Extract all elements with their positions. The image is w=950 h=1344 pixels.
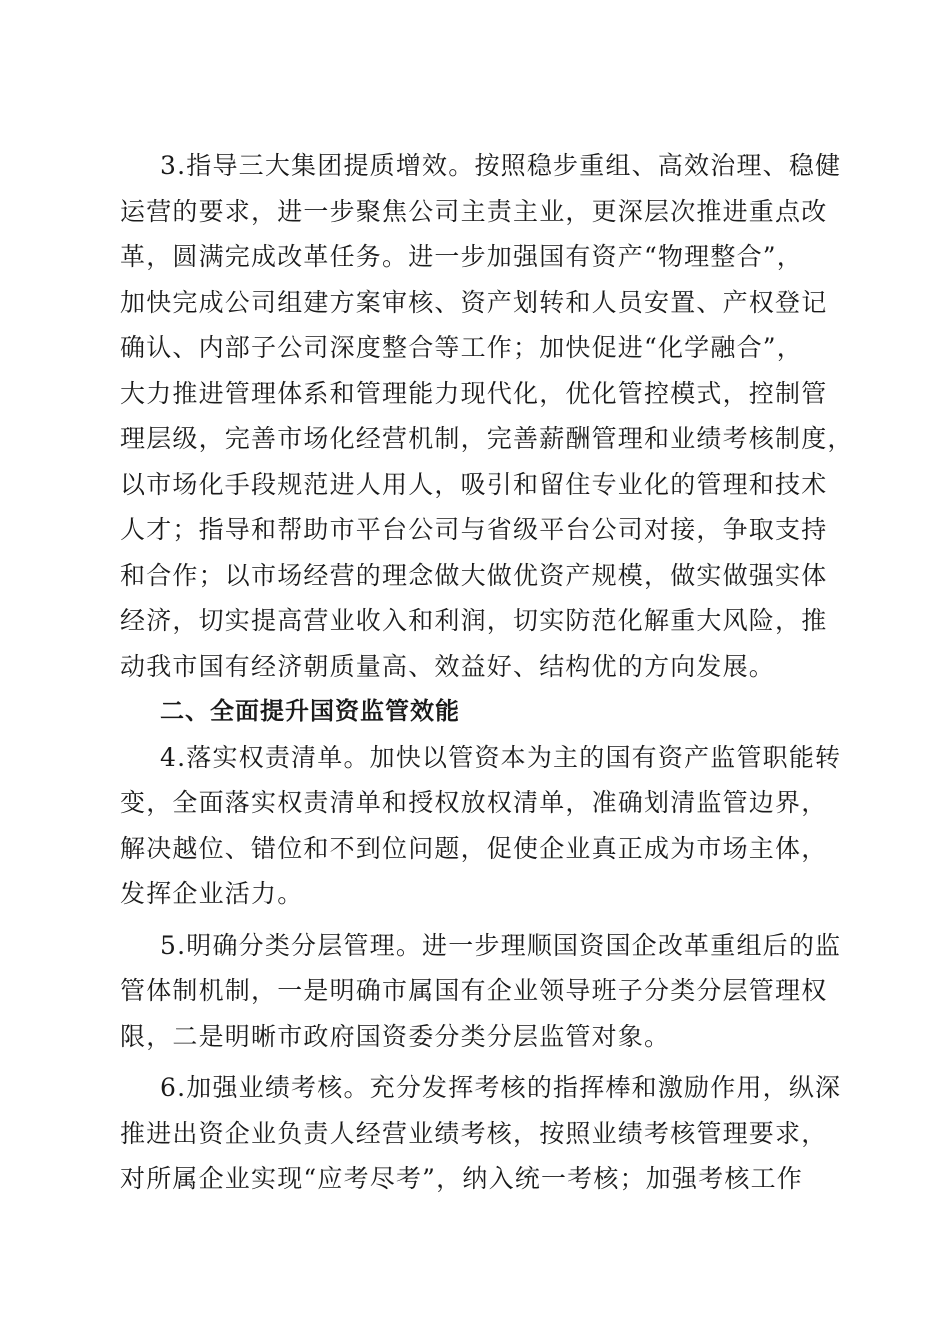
paragraph-line: 确认、内部子公司深度整合等工作；加快促进“化学融合”， — [120, 333, 803, 362]
paragraph-line: 理层级，完善市场化经营机制，完善薪酬管理和业绩考核制度， — [120, 424, 854, 453]
paragraph-line: 3.指导三大集团提质增效。按照稳步重组、高效治理、稳健 — [160, 151, 842, 180]
paragraph-line: 以市场化手段规范进人用人，吸引和留住专业化的管理和技术 — [120, 469, 828, 499]
paragraph-line: 管体制机制，一是明确市属国有企业领导班子分类分层管理权 — [120, 976, 828, 1005]
paragraph-line: 人才；指导和帮助市平台公司与省级平台公司对接，争取支持 — [120, 515, 828, 544]
paragraph-line: 发挥企业活力。 — [120, 879, 304, 908]
paragraph-line: 动我市国有经济朝质量高、效益好、结构优的方向发展。 — [120, 651, 776, 681]
paragraph-line: 4.落实权责清单。加快以管资本为主的国有资产监管职能转 — [160, 742, 842, 772]
section-heading: 二、全面提升国资监管效能 — [160, 697, 460, 725]
paragraph-line: 和合作；以市场经营的理念做大做优资产规模，做实做强实体 — [120, 560, 828, 590]
paragraph-5 — [120, 923, 842, 1060]
paragraph-line: 运营的要求，进一步聚焦公司主责主业，更深层次推进重点改 — [120, 196, 828, 226]
paragraph-line: 解决越位、错位和不到位问题，促使企业真正成为市场主体， — [120, 833, 828, 863]
paragraph-line: 变，全面落实权责清单和授权放权清单，准确划清监管边界， — [120, 788, 828, 817]
paragraph-line: 对所属企业实现“应考尽考”，纳入统一考核；加强考核工作 — [120, 1164, 803, 1193]
paragraph-4 — [120, 735, 842, 917]
document-body — [120, 143, 854, 1202]
paragraph-6 — [120, 1065, 842, 1202]
paragraph-line: 革，圆满完成改革任务。进一步加强国有资产“物理整合”， — [120, 242, 803, 271]
paragraph-line: 推进出资企业负责人经营业绩考核，按照业绩考核管理要求， — [120, 1118, 828, 1148]
paragraph-3 — [120, 143, 854, 689]
paragraph-line: 6.加强业绩考核。充分发挥考核的指挥棒和激励作用，纵深 — [160, 1073, 842, 1102]
paragraph-line: 限，二是明晰市政府国资委分类分层监管对象。 — [120, 1021, 671, 1051]
paragraph-line: 加快完成公司组建方案审核、资产划转和人员安置、产权登记 — [120, 287, 828, 317]
paragraph-line: 大力推进管理体系和管理能力现代化，优化管控模式，控制管 — [120, 378, 828, 408]
paragraph-line: 5.明确分类分层管理。进一步理顺国资国企改革重组后的监 — [160, 930, 842, 960]
paragraph-line: 经济，切实提高营业收入和利润，切实防范化解重大风险，推 — [120, 606, 828, 635]
